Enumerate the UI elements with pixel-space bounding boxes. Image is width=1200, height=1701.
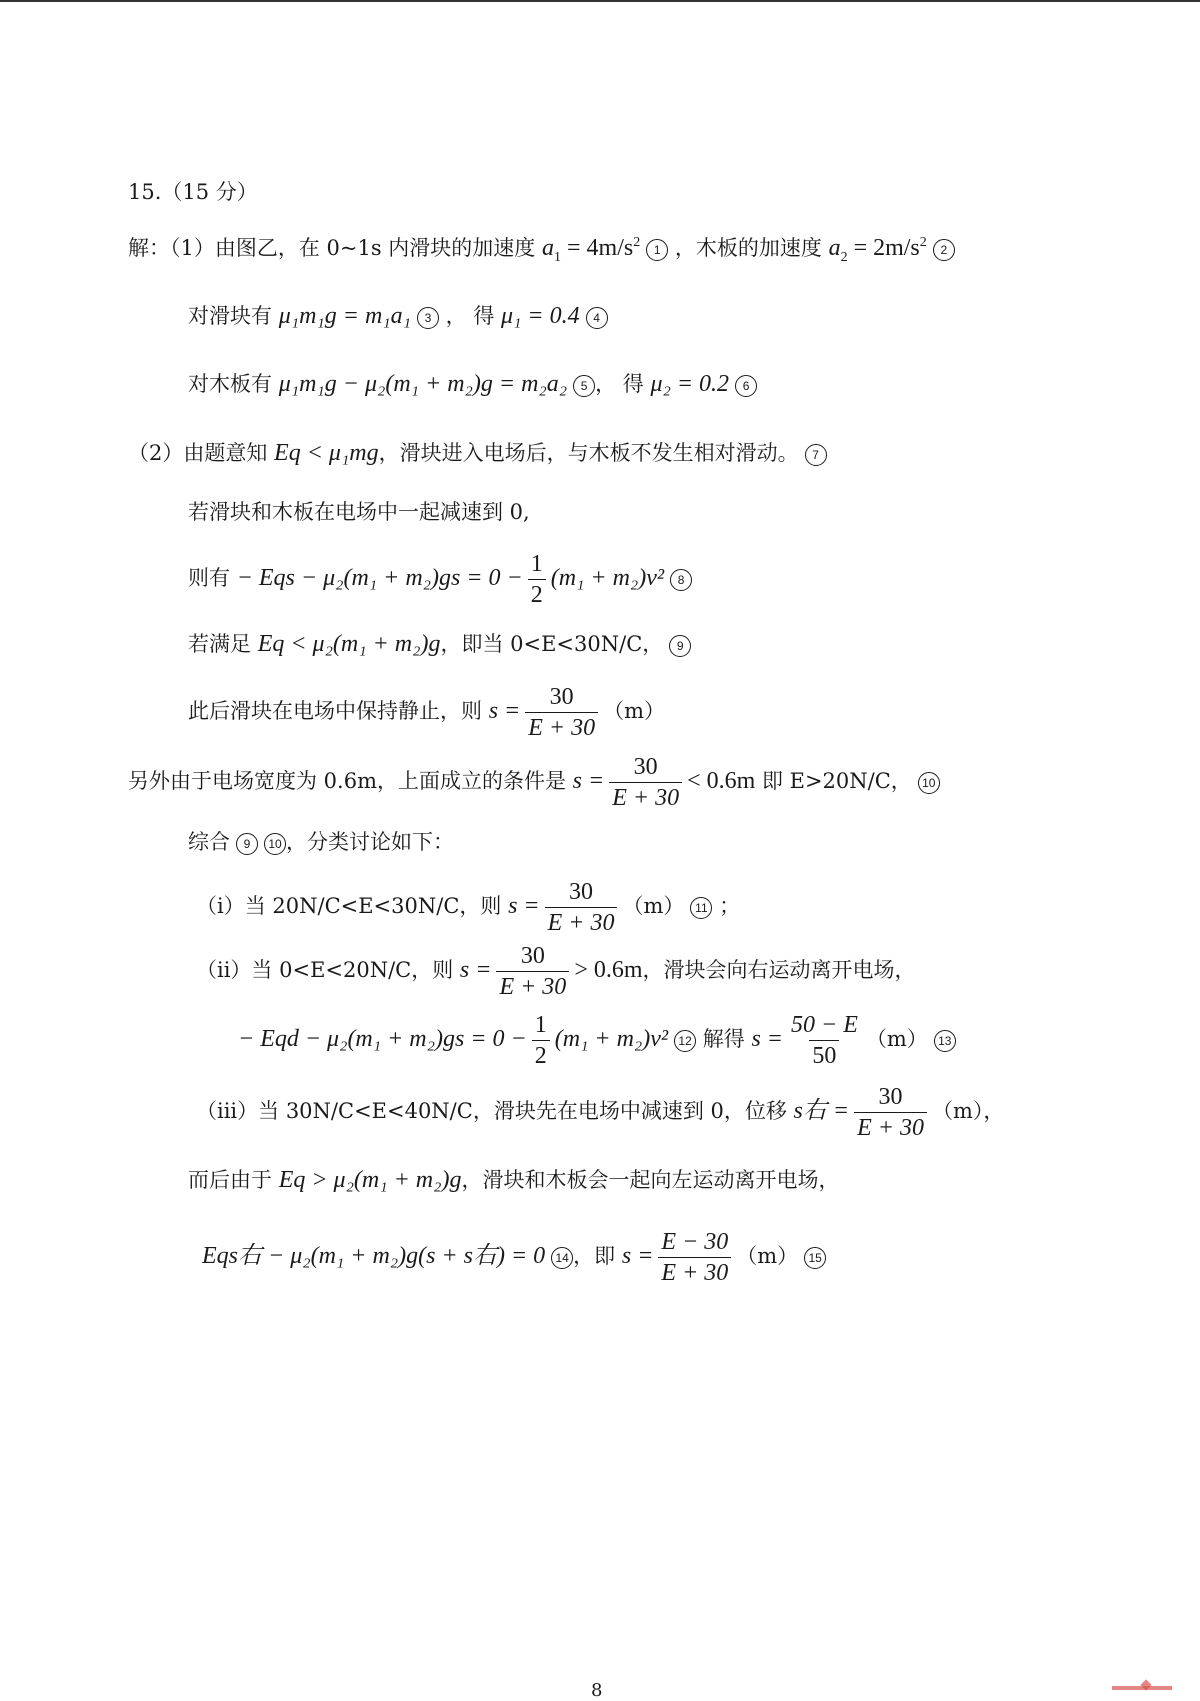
math: $a_1 = 4m/s^2$	[541, 235, 641, 265]
math: − Eqs − μ₂(m₁ + m₂)gs = 0 −	[236, 565, 523, 591]
text: 若滑块和木板在电场中一起减速到 0,	[188, 500, 530, 524]
math: μ₁m₁g − μ₂(m₁ + m₂)g = m₂a₂	[278, 371, 568, 397]
text: ；	[712, 894, 741, 918]
solution-line-6	[188, 552, 692, 607]
circled-number: 1	[646, 239, 668, 261]
case-iii	[196, 1085, 1004, 1140]
case-ii-equation	[238, 1013, 956, 1068]
math: Eqs右 − μ₂(m₁ + m₂)g(s + s右) = 0	[202, 1243, 546, 1269]
fraction: $\frac{30}{E + 30}$	[854, 1085, 927, 1140]
math: μ₁ = 0.4	[501, 303, 580, 329]
text: （m）	[622, 894, 685, 918]
solution-line-1	[128, 236, 955, 265]
math: s =	[488, 698, 521, 724]
text: 若满足	[188, 632, 258, 656]
text: 对木板有	[188, 372, 279, 396]
text: （ii）当 0<E<20N/C，则	[196, 958, 460, 982]
text: 综合	[188, 830, 230, 854]
math: Eq < μ₁mg	[274, 440, 379, 466]
case-iii-line-2	[188, 1168, 839, 1192]
solution-line-9	[128, 755, 940, 810]
math: (m₁ + m₂)v²	[550, 565, 665, 591]
text: ，滑块会向右运动离开电场，	[642, 958, 916, 982]
text: 则有	[188, 566, 237, 590]
question-header	[128, 182, 258, 203]
text: ，滑块和木板会一起向左运动离开电场，	[461, 1168, 840, 1192]
fraction: $\frac{30}{E + 30}$	[609, 755, 682, 810]
text: ，木板的加速度	[668, 236, 829, 260]
circled-number: 14	[551, 1247, 573, 1269]
fraction: $\frac{30}{E + 30}$	[525, 685, 598, 740]
text: ，滑块进入电场后，与木板不发生相对滑动。	[378, 441, 799, 465]
text: （2）由题意知	[128, 441, 275, 465]
text: （iii）当 30N/C<E<40N/C，滑块先在电场中减速到 0，位移	[196, 1099, 794, 1123]
math: s右 =	[793, 1098, 850, 1124]
math: s =	[572, 768, 605, 794]
page-number: 8	[591, 1680, 603, 1701]
fraction: $\frac{50 - E}{50}$	[791, 1012, 858, 1069]
math: − Eqd − μ₂(m₁ + m₂)gs = 0 −	[238, 1026, 527, 1052]
text: （m）	[603, 699, 666, 723]
circled-number: 5	[573, 375, 595, 397]
fraction: $\frac{30}{E + 30}$	[545, 880, 618, 935]
math: $a_2 = 2m/s^2$	[828, 235, 927, 265]
solution-line-2	[188, 304, 608, 329]
text: （m），	[931, 1099, 1005, 1123]
math: > 0.6m	[574, 957, 643, 983]
math: s =	[621, 1243, 654, 1269]
text: ，即	[573, 1244, 622, 1268]
circled-number: 9	[669, 635, 691, 657]
case-i	[196, 880, 740, 935]
circled-number: 3	[417, 307, 439, 329]
circled-number: 13	[934, 1030, 956, 1052]
solution-line-7	[188, 632, 691, 657]
solution-line-3	[188, 372, 757, 397]
fraction: $\frac{E - 30}{E + 30}$	[658, 1230, 731, 1285]
math: (m₁ + m₂)v²	[554, 1026, 669, 1052]
math: s =	[508, 893, 540, 919]
text: ，分类讨论如下：	[286, 830, 454, 854]
question-number: 15.（15 分）	[128, 180, 258, 204]
circled-number: 10	[264, 833, 286, 855]
circled-number: 9	[236, 833, 258, 855]
math: s =	[751, 1026, 783, 1052]
math: μ₂ = 0.2	[650, 371, 730, 397]
math: < 0.6m	[687, 768, 756, 794]
text: 即 E>20N/C，	[755, 769, 912, 793]
circled-number: 4	[586, 307, 608, 329]
circled-number: 12	[674, 1030, 696, 1052]
text: 解得	[696, 1027, 752, 1051]
text: ， 得	[438, 304, 501, 328]
text: 此后滑块在电场中保持静止，则	[188, 699, 489, 723]
circled-number: 15	[804, 1247, 826, 1269]
math: Eq < μ₂(m₁ + m₂)g	[257, 631, 441, 657]
case-ii	[196, 944, 916, 999]
fraction: $\frac{30}{E + 30}$	[496, 944, 569, 999]
text: （m）	[865, 1027, 928, 1051]
circled-number: 7	[805, 444, 827, 466]
circled-number: 10	[918, 772, 940, 794]
circled-number: 11	[690, 897, 712, 919]
fraction: $\frac{1}{2}$	[528, 552, 546, 607]
text: 而后由于	[188, 1168, 279, 1192]
circled-number: 2	[933, 239, 955, 261]
text: ，即当 0<E<30N/C，	[440, 632, 664, 656]
math: s =	[459, 957, 492, 983]
solution-line-5	[188, 502, 530, 523]
circled-number: 6	[735, 375, 757, 397]
text: （m）	[736, 1244, 799, 1268]
page-top-border	[0, 0, 1200, 2]
text: 解：（1）由图乙，在 0~1s 内滑块的加速度	[128, 236, 542, 260]
fraction: $\frac{1}{2}$	[532, 1013, 550, 1068]
case-iii-equation	[202, 1230, 826, 1285]
solution-line-4	[128, 441, 827, 466]
circled-number: 8	[670, 569, 692, 591]
solution-line-8	[188, 685, 665, 740]
solution-line-10	[188, 832, 454, 855]
text: ， 得	[595, 372, 651, 396]
math: μ₁m₁g = m₁a₁	[278, 303, 411, 329]
text: （i）当 20N/C<E<30N/C，则	[196, 894, 509, 918]
math: Eq > μ₂(m₁ + m₂)g	[278, 1167, 462, 1193]
text: 另外由于电场宽度为 0.6m，上面成立的条件是	[128, 769, 573, 793]
text: 对滑块有	[188, 304, 279, 328]
